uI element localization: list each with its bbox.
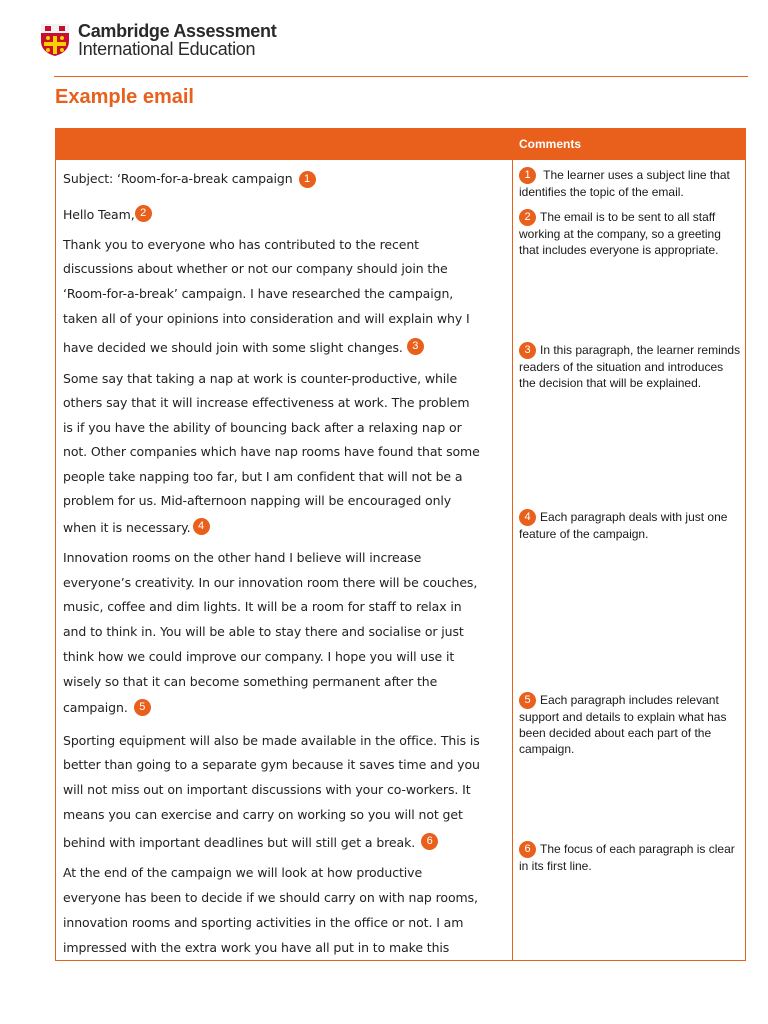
email-line: innovation rooms and sporting activities in the office or not. I am (63, 915, 464, 930)
cambridge-logo (40, 22, 276, 58)
email-line: Subject: ‘Room-for-a-break campaign 1 (63, 171, 316, 188)
email-line: when it is necessary. 4 (63, 518, 210, 535)
email-line: At the end of the campaign we will look at how productive (63, 865, 423, 880)
email-line: Innovation rooms on the other hand I believe will increase (63, 550, 422, 565)
marker-badge: 1 (299, 171, 316, 188)
marker-badge: 5 (134, 699, 151, 716)
email-line: have decided we should join with some slight changes. 3 (63, 338, 424, 355)
email-line: think how we could improve our company. I hope you will use it (63, 649, 455, 664)
comment-badge: 6 (519, 841, 536, 858)
org-name-line1: Cambridge Assessment (78, 21, 277, 41)
email-table (55, 128, 746, 961)
email-line: others say that it will increase effectiveness at work. The problem (63, 395, 470, 410)
comment-badge: 2 (519, 209, 536, 226)
email-line: and to think in. You will be able to stay there and socialise or just (63, 624, 464, 639)
comment-badge: 5 (519, 692, 536, 709)
column-divider (512, 160, 513, 960)
email-line: taken all of your opinions into consideration and will explain why I (63, 311, 470, 326)
email-line: impressed with the extra work you have all put in to make this (63, 940, 450, 955)
marker-badge: 6 (421, 833, 438, 850)
email-line: problem for us. Mid-afternoon napping will be encouraged only (63, 493, 452, 508)
email-line: Thank you to everyone who has contributed to the recent (63, 237, 419, 252)
email-line: discussions about whether or not our company should join the (63, 261, 448, 276)
email-line: Sporting equipment will also be made available in the office. This is (63, 733, 480, 748)
comment-item: 1 The learner uses a subject line that identifies the topic of the email. (519, 168, 730, 200)
marker-badge: 4 (193, 518, 210, 535)
comment-item: 5 Each paragraph includes relevant support and details to explain what has been decided about each part of the campaign. (519, 693, 727, 757)
comment-badge: 1 (519, 167, 536, 184)
comment-item: 4 Each paragraph deals with just one feature of the campaign. (519, 510, 728, 542)
email-line: not. Other companies which have nap rooms have found that some (63, 444, 480, 459)
comment-item: 3 In this paragraph, the learner reminds readers of the situation and introduces the decision that will be explained. (519, 343, 741, 391)
email-line: campaign. 5 (63, 699, 151, 716)
marker-badge: 3 (407, 338, 424, 355)
page-title: Example email (55, 86, 194, 108)
email-line: means you can exercise and carry on working so you will not get (63, 807, 463, 822)
marker-badge: 2 (135, 205, 152, 222)
comments-header: Comments (519, 137, 582, 151)
header-divider (54, 76, 748, 77)
email-line: will not miss out on important discussions with your co-workers. It (63, 782, 471, 797)
cambridge-crest-icon (40, 23, 70, 57)
email-line: everyone’s creativity. In our innovation room there will be couches, (63, 575, 478, 590)
email-line: better than going to a separate gym because it saves time and you (63, 757, 480, 772)
email-line: everyone has been to decide if we should carry on with nap rooms, (63, 890, 478, 905)
email-line: ‘Room-for-a-break’ campaign. I have researched the campaign, (63, 286, 454, 301)
email-line: Some say that taking a nap at work is counter-productive, while (63, 371, 458, 386)
comment-item: 2 The email is to be sent to all staff working at the company, so a greeting that includes everyone is appropriate. (519, 210, 721, 258)
email-line: Hello Team, 2 (63, 205, 152, 222)
comment-badge: 3 (519, 342, 536, 359)
email-line: behind with important deadlines but will still get a break. 6 (63, 833, 438, 850)
email-line: people take napping too far, but I am confident that will not be a (63, 469, 463, 484)
comment-badge: 4 (519, 509, 536, 526)
org-name-line2: International Education (78, 39, 256, 59)
comment-item: 6 The focus of each paragraph is clear in its first line. (519, 842, 735, 874)
email-line: music, coffee and dim lights. It will be a room for staff to relax in (63, 599, 462, 614)
email-line: wisely so that it can become something permanent after the (63, 674, 438, 689)
table-header (56, 129, 745, 160)
email-line: is if you have the ability of bouncing back after a relaxing nap or (63, 420, 462, 435)
